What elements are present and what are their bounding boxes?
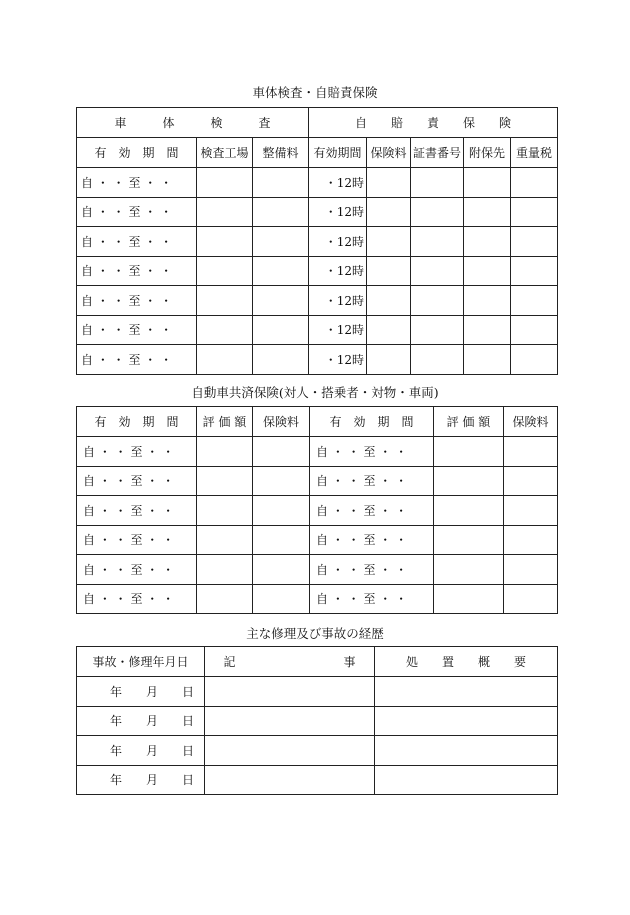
blank-cell[interactable] (504, 525, 558, 555)
blank-cell[interactable] (464, 197, 511, 227)
blank-cell[interactable] (197, 197, 253, 227)
blank-cell[interactable] (504, 437, 558, 467)
period-cell[interactable]: 自 ・ ・ 至 ・ ・ (77, 437, 197, 467)
blank-cell[interactable] (253, 227, 309, 257)
table-row (77, 437, 558, 467)
period-cell[interactable]: 自 ・ ・ 至 ・ ・ (310, 555, 434, 585)
blank-cell[interactable] (205, 736, 375, 766)
blank-cell[interactable] (197, 315, 253, 345)
blank-cell[interactable] (197, 496, 253, 526)
blank-cell[interactable] (197, 584, 253, 614)
date-cell[interactable]: 年 月 日 (77, 765, 205, 795)
blank-cell[interactable] (411, 286, 464, 316)
blank-cell[interactable] (411, 345, 464, 375)
col-header: 評 価 額 (197, 407, 253, 437)
col-header: 整備料 (253, 138, 309, 168)
table-row (77, 496, 558, 526)
col-header: 検査工場 (197, 138, 253, 168)
col-header: 処 置 概 要 (375, 647, 558, 677)
blank-cell[interactable] (253, 345, 309, 375)
table-row (77, 525, 558, 555)
blank-cell[interactable] (464, 345, 511, 375)
blank-cell[interactable] (434, 525, 504, 555)
blank-cell[interactable] (464, 286, 511, 316)
blank-cell[interactable] (253, 525, 310, 555)
blank-cell[interactable] (197, 525, 253, 555)
expiry-cell[interactable]: ・12時 (309, 197, 367, 227)
col-header: 保険料 (253, 407, 310, 437)
blank-cell[interactable] (367, 315, 411, 345)
blank-cell[interactable] (511, 345, 558, 375)
date-cell[interactable]: 年 月 日 (77, 706, 205, 736)
blank-cell[interactable] (197, 345, 253, 375)
col-header: 附保先 (464, 138, 511, 168)
col-header: 事故・修理年月日 (77, 647, 205, 677)
blank-cell[interactable] (253, 256, 309, 286)
blank-cell[interactable] (434, 496, 504, 526)
period-cell[interactable]: 自 ・ ・ 至 ・ ・ (77, 227, 197, 257)
blank-cell[interactable] (464, 315, 511, 345)
period-cell[interactable]: 自 ・ ・ 至 ・ ・ (77, 197, 197, 227)
blank-cell[interactable] (375, 706, 558, 736)
table-row (77, 677, 558, 707)
period-cell[interactable]: 自 ・ ・ 至 ・ ・ (77, 496, 197, 526)
blank-cell[interactable] (504, 584, 558, 614)
blank-cell[interactable] (205, 765, 375, 795)
blank-cell[interactable] (197, 286, 253, 316)
expiry-cell[interactable]: ・12時 (309, 168, 367, 198)
period-cell[interactable]: 自 ・ ・ 至 ・ ・ (310, 525, 434, 555)
blank-cell[interactable] (205, 677, 375, 707)
col-header: 有 効 期 間 (310, 407, 434, 437)
col-header: 有 効 期 間 (77, 407, 197, 437)
blank-cell[interactable] (197, 168, 253, 198)
blank-cell[interactable] (411, 197, 464, 227)
group-header-inspection: 車 体 検 査 (77, 108, 309, 138)
blank-cell[interactable] (434, 466, 504, 496)
blank-cell[interactable] (253, 437, 310, 467)
blank-cell[interactable] (375, 765, 558, 795)
period-cell[interactable]: 自 ・ ・ 至 ・ ・ (77, 256, 197, 286)
period-cell[interactable]: 自 ・ ・ 至 ・ ・ (77, 168, 197, 198)
period-cell[interactable]: 自 ・ ・ 至 ・ ・ (77, 466, 197, 496)
blank-cell[interactable] (367, 197, 411, 227)
blank-cell[interactable] (434, 437, 504, 467)
blank-cell[interactable] (464, 256, 511, 286)
col-header: 記 事 (205, 647, 375, 677)
table-row (77, 256, 558, 286)
blank-cell[interactable] (511, 286, 558, 316)
blank-cell[interactable] (375, 677, 558, 707)
blank-cell[interactable] (197, 227, 253, 257)
col-header: 重量税 (511, 138, 558, 168)
col-header: 証書番号 (411, 138, 464, 168)
blank-cell[interactable] (253, 315, 309, 345)
blank-cell[interactable] (367, 168, 411, 198)
blank-cell[interactable] (253, 466, 310, 496)
blank-cell[interactable] (253, 286, 309, 316)
blank-cell[interactable] (197, 555, 253, 585)
col-header: 有効期間 (309, 138, 367, 168)
blank-cell[interactable] (375, 736, 558, 766)
col-header: 評 価 額 (434, 407, 504, 437)
vehicle-inspection-table (76, 107, 558, 375)
table-row (77, 706, 558, 736)
blank-cell[interactable] (197, 256, 253, 286)
col-header: 保険料 (504, 407, 558, 437)
expiry-cell[interactable]: ・12時 (309, 256, 367, 286)
date-cell[interactable]: 年 月 日 (77, 736, 205, 766)
blank-cell[interactable] (511, 197, 558, 227)
period-cell[interactable]: 自 ・ ・ 至 ・ ・ (310, 437, 434, 467)
blank-cell[interactable] (511, 256, 558, 286)
table-row (77, 197, 558, 227)
date-cell[interactable]: 年 月 日 (77, 677, 205, 707)
blank-cell[interactable] (367, 345, 411, 375)
group-header-liability: 自 賠 責 保 険 (309, 108, 558, 138)
period-cell[interactable]: 自 ・ ・ 至 ・ ・ (310, 496, 434, 526)
blank-cell[interactable] (197, 466, 253, 496)
blank-cell[interactable] (253, 197, 309, 227)
blank-cell[interactable] (411, 168, 464, 198)
expiry-cell[interactable]: ・12時 (309, 227, 367, 257)
expiry-cell[interactable]: ・12時 (309, 345, 367, 375)
table-row (77, 555, 558, 585)
col-header: 保険料 (367, 138, 411, 168)
expiry-cell[interactable]: ・12時 (309, 286, 367, 316)
table-row (77, 584, 558, 614)
blank-cell[interactable] (367, 227, 411, 257)
blank-cell[interactable] (411, 227, 464, 257)
blank-cell[interactable] (253, 496, 310, 526)
table-row (77, 736, 558, 766)
blank-cell[interactable] (253, 168, 309, 198)
blank-cell[interactable] (511, 227, 558, 257)
table-row (77, 227, 558, 257)
blank-cell[interactable] (411, 256, 464, 286)
table-row (77, 466, 558, 496)
blank-cell[interactable] (253, 584, 310, 614)
blank-cell[interactable] (205, 706, 375, 736)
blank-cell[interactable] (504, 555, 558, 585)
table-row (77, 345, 558, 375)
repair-history-table (76, 646, 558, 795)
period-cell[interactable]: 自 ・ ・ 至 ・ ・ (77, 584, 197, 614)
section2-title: 自動車共済保険(対人・搭乗者・対物・車両) (191, 385, 439, 400)
period-cell[interactable]: 自 ・ ・ 至 ・ ・ (77, 315, 197, 345)
blank-cell[interactable] (197, 437, 253, 467)
blank-cell[interactable] (367, 256, 411, 286)
period-cell[interactable]: 自 ・ ・ 至 ・ ・ (310, 466, 434, 496)
table-row (77, 315, 558, 345)
period-cell[interactable]: 自 ・ ・ 至 ・ ・ (310, 584, 434, 614)
period-cell[interactable]: 自 ・ ・ 至 ・ ・ (77, 345, 197, 375)
blank-cell[interactable] (434, 584, 504, 614)
blank-cell[interactable] (411, 315, 464, 345)
blank-cell[interactable] (464, 227, 511, 257)
table-row (77, 765, 558, 795)
table-row (77, 168, 558, 198)
period-cell[interactable]: 自 ・ ・ 至 ・ ・ (77, 555, 197, 585)
period-cell[interactable]: 自 ・ ・ 至 ・ ・ (77, 525, 197, 555)
table-row (77, 286, 558, 316)
blank-cell[interactable] (434, 555, 504, 585)
blank-cell[interactable] (367, 286, 411, 316)
section1-title: 車体検査・自賠責保険 (252, 85, 378, 100)
blank-cell[interactable] (253, 555, 310, 585)
blank-cell[interactable] (464, 168, 511, 198)
blank-cell[interactable] (504, 466, 558, 496)
section3-title: 主な修理及び事故の経歴 (246, 626, 384, 641)
mutual-insurance-table (76, 406, 558, 614)
blank-cell[interactable] (504, 496, 558, 526)
expiry-cell[interactable]: ・12時 (309, 315, 367, 345)
blank-cell[interactable] (511, 315, 558, 345)
blank-cell[interactable] (511, 168, 558, 198)
col-header: 有 効 期 間 (77, 138, 197, 168)
period-cell[interactable]: 自 ・ ・ 至 ・ ・ (77, 286, 197, 316)
